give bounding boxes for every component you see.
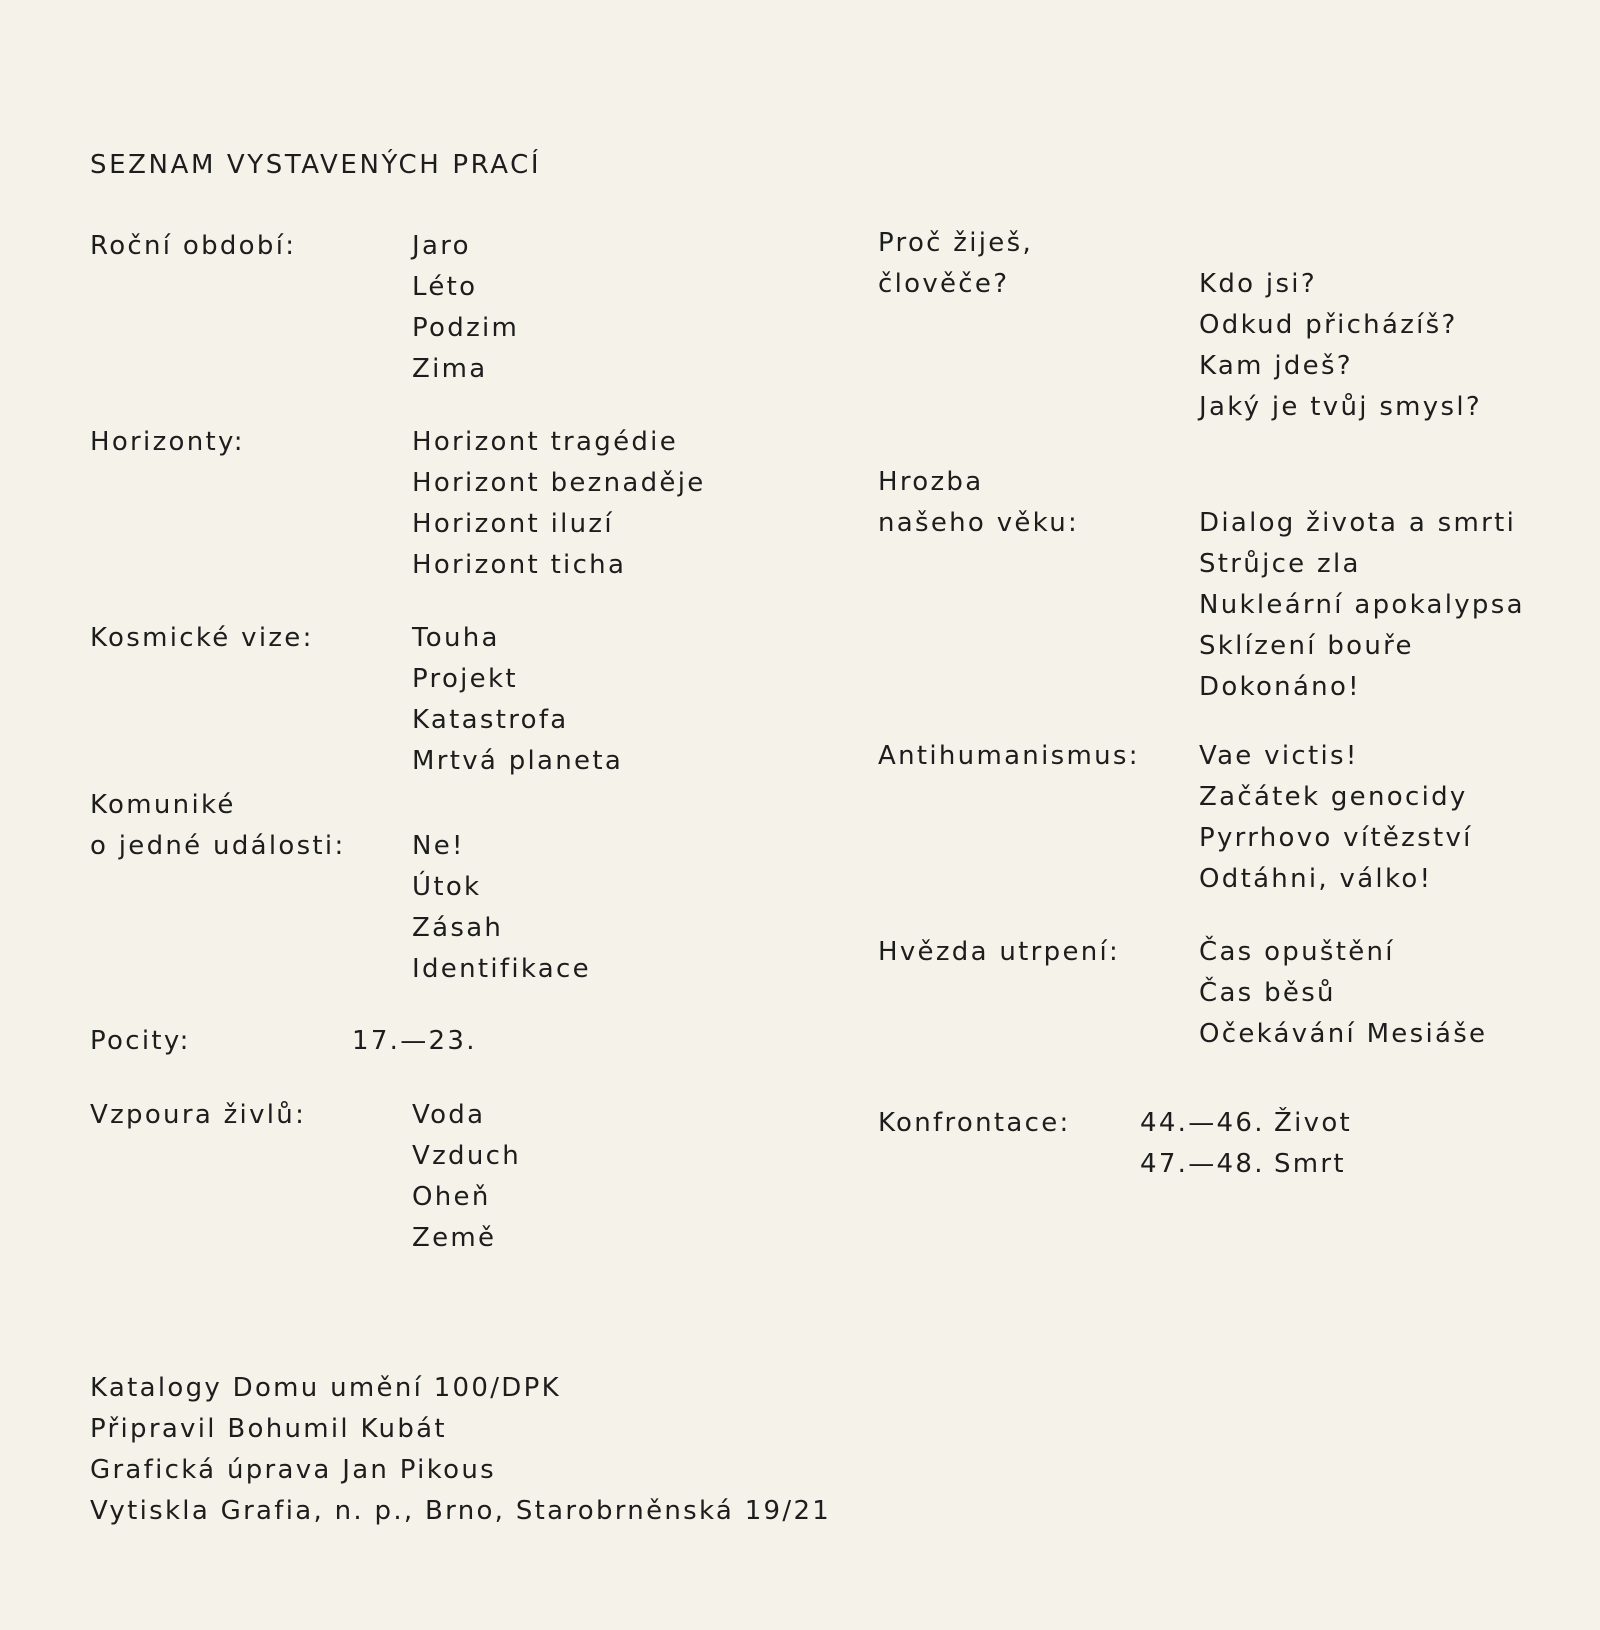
left-item-title: Země bbox=[412, 1223, 497, 1253]
right-item-number: 44.—46. bbox=[1140, 1108, 1265, 1138]
right-group-label: Hvězda utrpení: bbox=[878, 937, 1121, 967]
left-item-number: 17.—23. bbox=[352, 1026, 477, 1056]
colophon-line-prepared: Připravil Bohumil Kubát bbox=[90, 1414, 447, 1444]
right-group-label: našeho věku: bbox=[878, 508, 1080, 538]
right-item-title: Smrt bbox=[1274, 1149, 1346, 1179]
right-group-label: člověče? bbox=[878, 269, 1010, 299]
right-item-title: Život bbox=[1274, 1108, 1353, 1138]
left-item-title: Projekt bbox=[412, 664, 518, 694]
left-item-title: Voda bbox=[412, 1100, 486, 1130]
right-group-label: Antihumanismus: bbox=[878, 741, 1140, 771]
left-group-label: Pocity: bbox=[90, 1026, 191, 1056]
right-item-title: Nukleární apokalypsa bbox=[1199, 590, 1525, 620]
right-item-title: Odkud přicházíš? bbox=[1199, 310, 1458, 340]
left-item-title: Katastrofa bbox=[412, 705, 569, 735]
right-item-title: Jaký je tvůj smysl? bbox=[1199, 392, 1482, 422]
left-item-title: Oheň bbox=[412, 1182, 491, 1212]
left-item-title: Podzim bbox=[412, 313, 520, 343]
left-item-title: Horizont ticha bbox=[412, 550, 627, 580]
right-group-label: Konfrontace: bbox=[878, 1108, 1071, 1138]
right-group-label: Hrozba bbox=[878, 467, 984, 497]
page-title: SEZNAM VYSTAVENÝCH PRACÍ bbox=[90, 150, 542, 180]
right-item-title: Očekávání Mesiáše bbox=[1199, 1019, 1488, 1049]
right-item-title: Sklízení bouře bbox=[1199, 631, 1414, 661]
left-item-title: Mrtvá planeta bbox=[412, 746, 624, 776]
right-item-title: Čas běsů bbox=[1199, 978, 1336, 1008]
left-item-title: Touha bbox=[412, 623, 500, 653]
colophon-line-printer: Vytiskla Grafia, n. p., Brno, Starobrněnská 19/21 bbox=[90, 1496, 832, 1526]
left-item-title: Vzduch bbox=[412, 1141, 521, 1171]
left-group-label: Roční období: bbox=[90, 231, 297, 261]
right-item-title: Kdo jsi? bbox=[1199, 269, 1317, 299]
left-group-label: Kosmické vize: bbox=[90, 623, 314, 653]
right-item-title: Dialog života a smrti bbox=[1199, 508, 1517, 538]
right-item-title: Začátek genocidy bbox=[1199, 782, 1468, 812]
left-item-title: Identifikace bbox=[412, 954, 591, 984]
left-item-title: Zásah bbox=[412, 913, 504, 943]
left-item-title: Horizont beznaděje bbox=[412, 468, 706, 498]
left-group-label: Vzpoura živlů: bbox=[90, 1100, 307, 1130]
right-item-title: Strůjce zla bbox=[1199, 549, 1361, 579]
left-item-title: Léto bbox=[412, 272, 478, 302]
left-item-title: Horizont iluzí bbox=[412, 509, 614, 539]
right-item-title: Dokonáno! bbox=[1199, 672, 1361, 702]
right-item-title: Čas opuštění bbox=[1199, 937, 1395, 967]
left-item-title: Zima bbox=[412, 354, 488, 384]
left-group-label: Horizonty: bbox=[90, 427, 245, 457]
colophon-line-catalog: Katalogy Domu umění 100/DPK bbox=[90, 1373, 561, 1403]
right-item-title: Odtáhni, válko! bbox=[1199, 864, 1433, 894]
left-item-title: Ne! bbox=[412, 831, 465, 861]
right-item-title: Vae victis! bbox=[1199, 741, 1359, 771]
left-group-label: Komuniké bbox=[90, 790, 236, 820]
left-item-title: Útok bbox=[412, 872, 482, 902]
right-item-title: Kam jdeš? bbox=[1199, 351, 1353, 381]
right-item-number: 47.—48. bbox=[1140, 1149, 1265, 1179]
left-item-title: Horizont tragédie bbox=[412, 427, 679, 457]
right-item-title: Pyrrhovo vítězství bbox=[1199, 823, 1473, 853]
left-group-label: o jedné události: bbox=[90, 831, 346, 861]
left-item-title: Jaro bbox=[412, 231, 471, 261]
right-group-label: Proč žiješ, bbox=[878, 228, 1034, 258]
colophon-line-design: Grafická úprava Jan Pikous bbox=[90, 1455, 496, 1485]
